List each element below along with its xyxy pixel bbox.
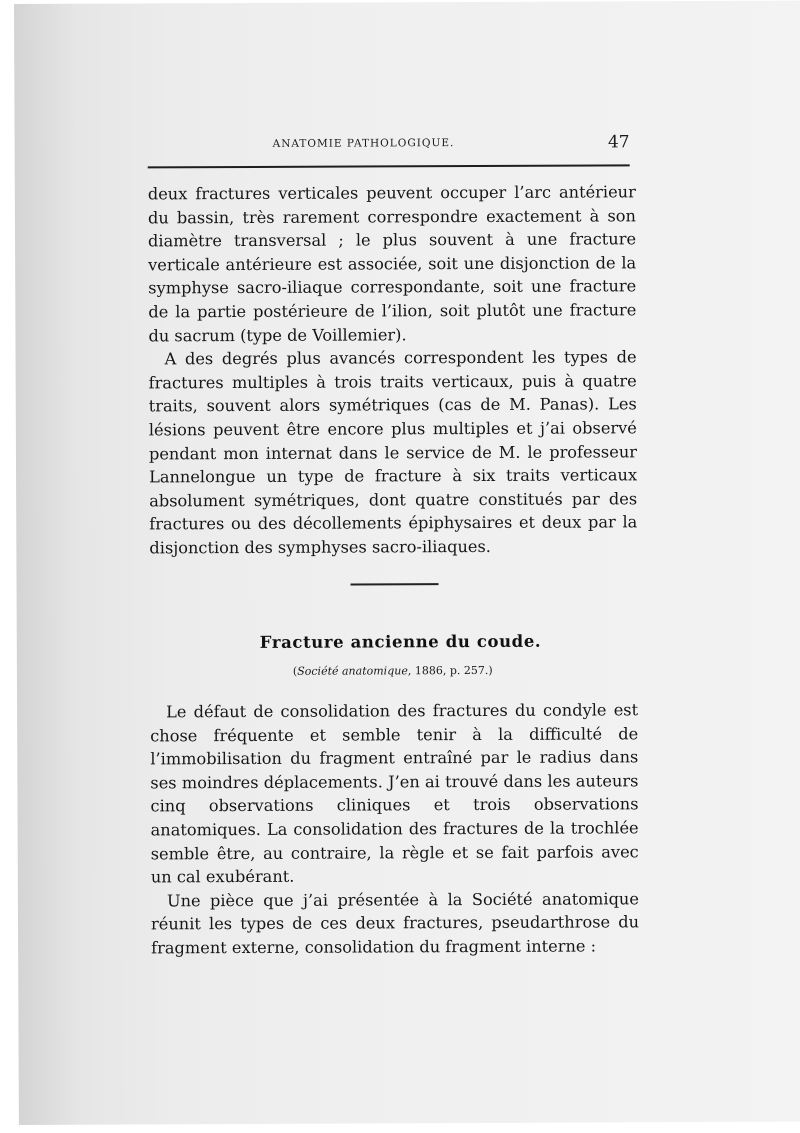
section-divider	[351, 583, 439, 585]
running-head	[148, 132, 630, 158]
running-head-title: ANATOMIE PATHOLOGIQUE.	[272, 137, 455, 150]
reference-open-paren: (	[292, 664, 298, 678]
scanned-page	[14, 1, 800, 1125]
paragraph: A des degrés plus avancés correspondent les types de fractures multiples à trois traits verticaux, puis à quatre traits, souvent alors symétriques (cas de M. Panas). Les lésions peuvent être encore plus multiples et j’ai observé pendant mon internat dans le service de M. le professeur Lannelongue un type de fracture à six traits verticaux absolument symétriques, dont quatre constitués par des fractures ou des décollements épiphysaires et deux par la disjonction des symphyses sacro-iliaques.	[148, 347, 638, 558]
body-text-part1	[148, 180, 638, 560]
section-reference	[293, 664, 493, 678]
header-rule	[148, 164, 630, 168]
body-text-part2	[150, 698, 639, 960]
reference-source: Société anatomique	[297, 664, 408, 678]
reference-close-paren: )	[488, 663, 493, 677]
paragraph: Le défaut de consolidation des fractures du condyle est chose fréquente et semble tenir à la difficulté de l’immobilisation du fragment entraîné par le radius dans ses moindres déplacements. J’en ai trouvé dans les auteurs cinq observations cliniques et trois observations anatomiques. La consolidation des fractures de la trochlée semble être, au contraire, la règle et se fait parfois avec un cal exubérant.	[150, 700, 639, 887]
reference-details: , 1886, p. 257.	[407, 663, 489, 678]
paragraph: deux fractures verticales peuvent occuper l’arc antérieur du bassin, très rarement correspondre exactement à son diamètre transversal ; le plus souvent à une fracture verticale antérieure est associée, soit une disjonction de la symphyse sacro-iliaque correspondante, soit une fracture de la partie postérieure de l’ilion, soit plutôt une fracture du sacrum (type de Voillemier).	[147, 182, 637, 345]
section-title: Fracture ancienne du coude.	[259, 631, 542, 652]
page-number: 47	[607, 132, 630, 153]
paragraph: Une pièce que j’ai présentée à la Société anatomique réunit les types de ces deux fractures, pseudarthrose du fragment externe, consolidation du fragment interne :	[150, 889, 640, 958]
